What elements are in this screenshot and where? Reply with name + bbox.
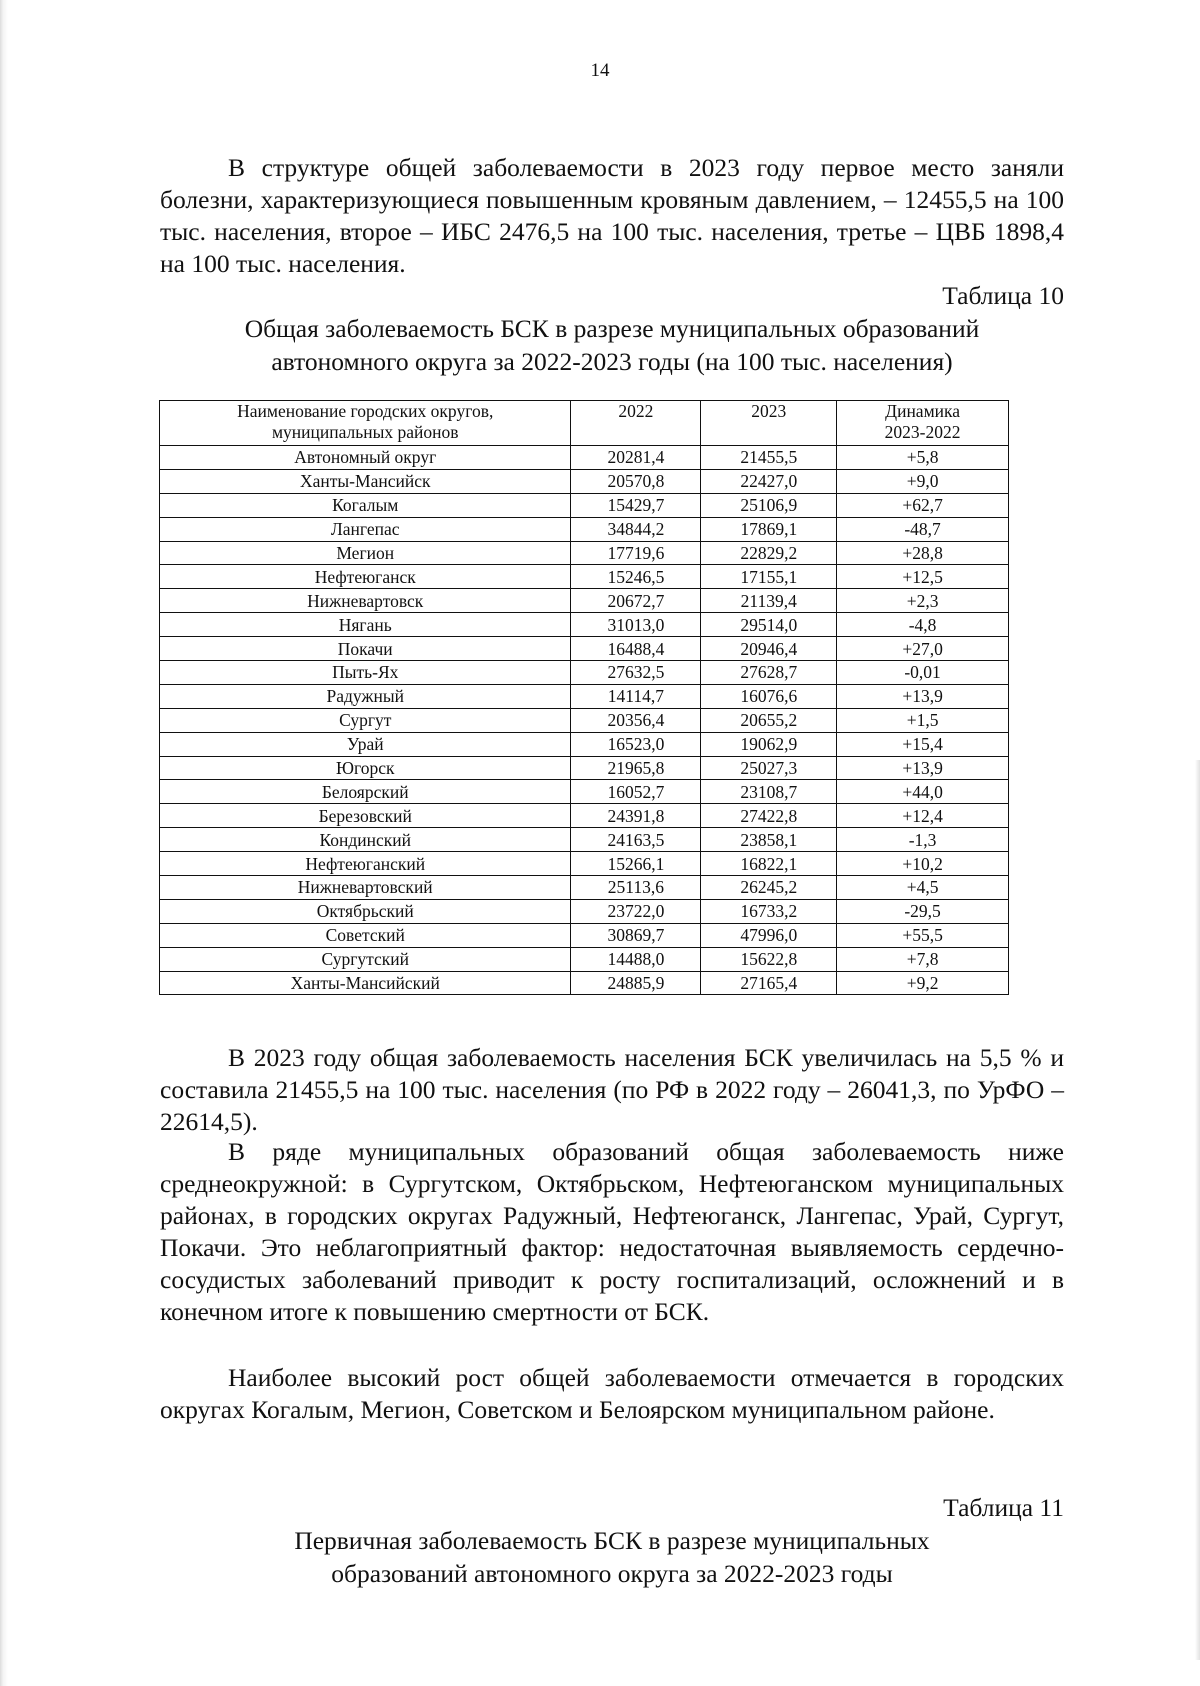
table-10-caption-line-1: Общая заболеваемость БСК в разрезе муниципальных образований [244,314,980,343]
cell-dynamics: +12,5 [837,565,1009,589]
table-row [160,613,1009,637]
table-row [160,971,1009,995]
cell-municipality: Березовский [160,804,571,828]
cell-dynamics: -1,3 [837,828,1009,852]
cell-dynamics: +5,8 [837,446,1009,470]
cell-municipality: Советский [160,923,571,947]
cell-municipality: Лангепас [160,517,571,541]
paragraph-below-average: В ряде муниципальных образований общая заболеваемость ниже среднеокружной: в Сургутском, Октябрьском, Нефтеюганском муниципальных районах, в городских округах Радужный, Нефтеюганск, Лангепас, Урай, Сургут, Покачи. Это неблагоприятный фактор: недостаточная выявляемость сердечно-сосудистых заболеваний приводит к росту госпитализаций, осложнений и в конечном итоге к повышению смертности от БСК. [160,1137,1064,1326]
header-2023: 2023 [701,401,837,446]
cell-2022: 24163,5 [571,828,701,852]
cell-dynamics: -4,8 [837,613,1009,637]
table-10-label: Таблица 10 [942,281,1064,310]
cell-dynamics: +13,9 [837,684,1009,708]
cell-2022: 21965,8 [571,756,701,780]
cell-municipality: Нижневартовск [160,589,571,613]
page-number: 14 [590,60,610,81]
table-11-caption-line-1: Первичная заболеваемость БСК в разрезе муниципальных [294,1526,930,1555]
header-2022: 2022 [571,401,701,446]
cell-dynamics: +7,8 [837,947,1009,971]
header-municipality-line-1: Наименование городских округов, [237,401,494,421]
cell-2022: 16523,0 [571,732,701,756]
cell-municipality: Сургутский [160,947,571,971]
table-row [160,493,1009,517]
cell-municipality: Мегион [160,541,571,565]
cell-2023: 16822,1 [701,852,837,876]
cell-2023: 15622,8 [701,947,837,971]
cell-2023: 23858,1 [701,828,837,852]
cell-2023: 17869,1 [701,517,837,541]
cell-2022: 20672,7 [571,589,701,613]
cell-municipality: Пыть-Ях [160,661,571,685]
cell-dynamics: +44,0 [837,780,1009,804]
cell-2023: 27165,4 [701,971,837,995]
cell-dynamics: -29,5 [837,899,1009,923]
header-dynamics [837,401,1009,446]
paragraph-growth: В 2023 году общая заболеваемость населения БСК увеличилась на 5,5 % и составила 21455,5 на 100 тыс. населения (по РФ в 2022 году – 26041,3, по УрФО – 22614,5). [160,1043,1064,1136]
table-row [160,446,1009,470]
cell-2023: 29514,0 [701,613,837,637]
header-municipality [160,401,571,446]
cell-dynamics: +9,2 [837,971,1009,995]
table-row [160,923,1009,947]
cell-2022: 15246,5 [571,565,701,589]
cell-2023: 27422,8 [701,804,837,828]
table-row [160,469,1009,493]
cell-dynamics: +62,7 [837,493,1009,517]
table-row [160,732,1009,756]
cell-2022: 25113,6 [571,876,701,900]
cell-2022: 31013,0 [571,613,701,637]
table-row [160,589,1009,613]
cell-2023: 23108,7 [701,780,837,804]
cell-2022: 14488,0 [571,947,701,971]
cell-municipality: Автономный округ [160,446,571,470]
cell-dynamics: +27,0 [837,637,1009,661]
table-row [160,804,1009,828]
cell-2022: 16052,7 [571,780,701,804]
header-dynamics-line-2: 2023-2022 [884,422,961,442]
cell-2023: 20655,2 [701,708,837,732]
cell-dynamics: +55,5 [837,923,1009,947]
cell-2022: 30869,7 [571,923,701,947]
cell-municipality: Нягань [160,613,571,637]
table-header-row [160,401,1009,446]
table-row [160,708,1009,732]
scan-left-edge [0,0,8,1686]
paragraph-highest-growth: Наиболее высокий рост общей заболеваемости отмечается в городских округах Когалым, Мегион, Советском и Белоярском муниципальном районе. [160,1363,1064,1424]
cell-2023: 21455,5 [701,446,837,470]
intro-paragraph: В структуре общей заболеваемости в 2023 году первое место заняли болезни, характеризующиеся повышенным кровяным давлением, – 12455,5 на 100 тыс. населения, второе – ИБС 2476,5 на 100 тыс. населения, третье – ЦВБ 1898,4 на 100 тыс. населения. [160,153,1064,278]
table-body [160,446,1009,995]
cell-dynamics: +15,4 [837,732,1009,756]
cell-dynamics: +12,4 [837,804,1009,828]
cell-2022: 24885,9 [571,971,701,995]
cell-municipality: Белоярский [160,780,571,804]
cell-2022: 27632,5 [571,661,701,685]
cell-municipality: Югорск [160,756,571,780]
table-11-caption [160,1524,1064,1590]
cell-dynamics: -48,7 [837,517,1009,541]
cell-dynamics: +28,8 [837,541,1009,565]
scan-right-edge [1195,760,1200,1660]
cell-2022: 15429,7 [571,493,701,517]
cell-dynamics: +9,0 [837,469,1009,493]
cell-dynamics: +4,5 [837,876,1009,900]
cell-2023: 16733,2 [701,899,837,923]
cell-2023: 27628,7 [701,661,837,685]
table-row [160,541,1009,565]
table-row [160,684,1009,708]
table-row [160,517,1009,541]
cell-municipality: Урай [160,732,571,756]
table-10-caption [160,312,1064,378]
cell-dynamics: +13,9 [837,756,1009,780]
cell-dynamics: +2,3 [837,589,1009,613]
table-row [160,947,1009,971]
cell-municipality: Радужный [160,684,571,708]
cell-dynamics: +10,2 [837,852,1009,876]
cell-2022: 16488,4 [571,637,701,661]
cell-municipality: Покачи [160,637,571,661]
header-municipality-line-2: муниципальных районов [271,422,459,442]
cell-municipality: Октябрьский [160,899,571,923]
cell-2022: 34844,2 [571,517,701,541]
cell-dynamics: +1,5 [837,708,1009,732]
cell-municipality: Ханты-Мансийск [160,469,571,493]
table-row [160,828,1009,852]
cell-2023: 17155,1 [701,565,837,589]
cell-2023: 47996,0 [701,923,837,947]
table-row [160,780,1009,804]
table-row [160,565,1009,589]
cell-2023: 25027,3 [701,756,837,780]
table-row [160,899,1009,923]
cell-2022: 23722,0 [571,899,701,923]
cell-municipality: Сургут [160,708,571,732]
table-row [160,852,1009,876]
cell-2023: 22427,0 [701,469,837,493]
cell-2022: 15266,1 [571,852,701,876]
cell-2023: 25106,9 [701,493,837,517]
table-11-caption-line-2: образований автономного округа за 2022-2023 годы [331,1559,893,1588]
cell-2023: 20946,4 [701,637,837,661]
table-row [160,637,1009,661]
cell-2023: 21139,4 [701,589,837,613]
table-10-caption-line-2: автономного округа за 2022-2023 годы (на 100 тыс. населения) [271,347,953,376]
cell-municipality: Когалым [160,493,571,517]
morbidity-table [159,400,1009,995]
cell-2022: 17719,6 [571,541,701,565]
cell-dynamics: -0,01 [837,661,1009,685]
cell-municipality: Нефтеюганск [160,565,571,589]
cell-2022: 20281,4 [571,446,701,470]
cell-2022: 14114,7 [571,684,701,708]
table-11-label: Таблица 11 [943,1493,1064,1522]
cell-2023: 26245,2 [701,876,837,900]
cell-municipality: Нижневартовский [160,876,571,900]
cell-2023: 22829,2 [701,541,837,565]
cell-2023: 19062,9 [701,732,837,756]
table-row [160,876,1009,900]
cell-municipality: Кондинский [160,828,571,852]
cell-municipality: Ханты-Мансийский [160,971,571,995]
cell-2023: 16076,6 [701,684,837,708]
cell-municipality: Нефтеюганский [160,852,571,876]
table-row [160,756,1009,780]
header-dynamics-line-1: Динамика [885,401,961,421]
cell-2022: 24391,8 [571,804,701,828]
cell-2022: 20356,4 [571,708,701,732]
cell-2022: 20570,8 [571,469,701,493]
table-row [160,661,1009,685]
